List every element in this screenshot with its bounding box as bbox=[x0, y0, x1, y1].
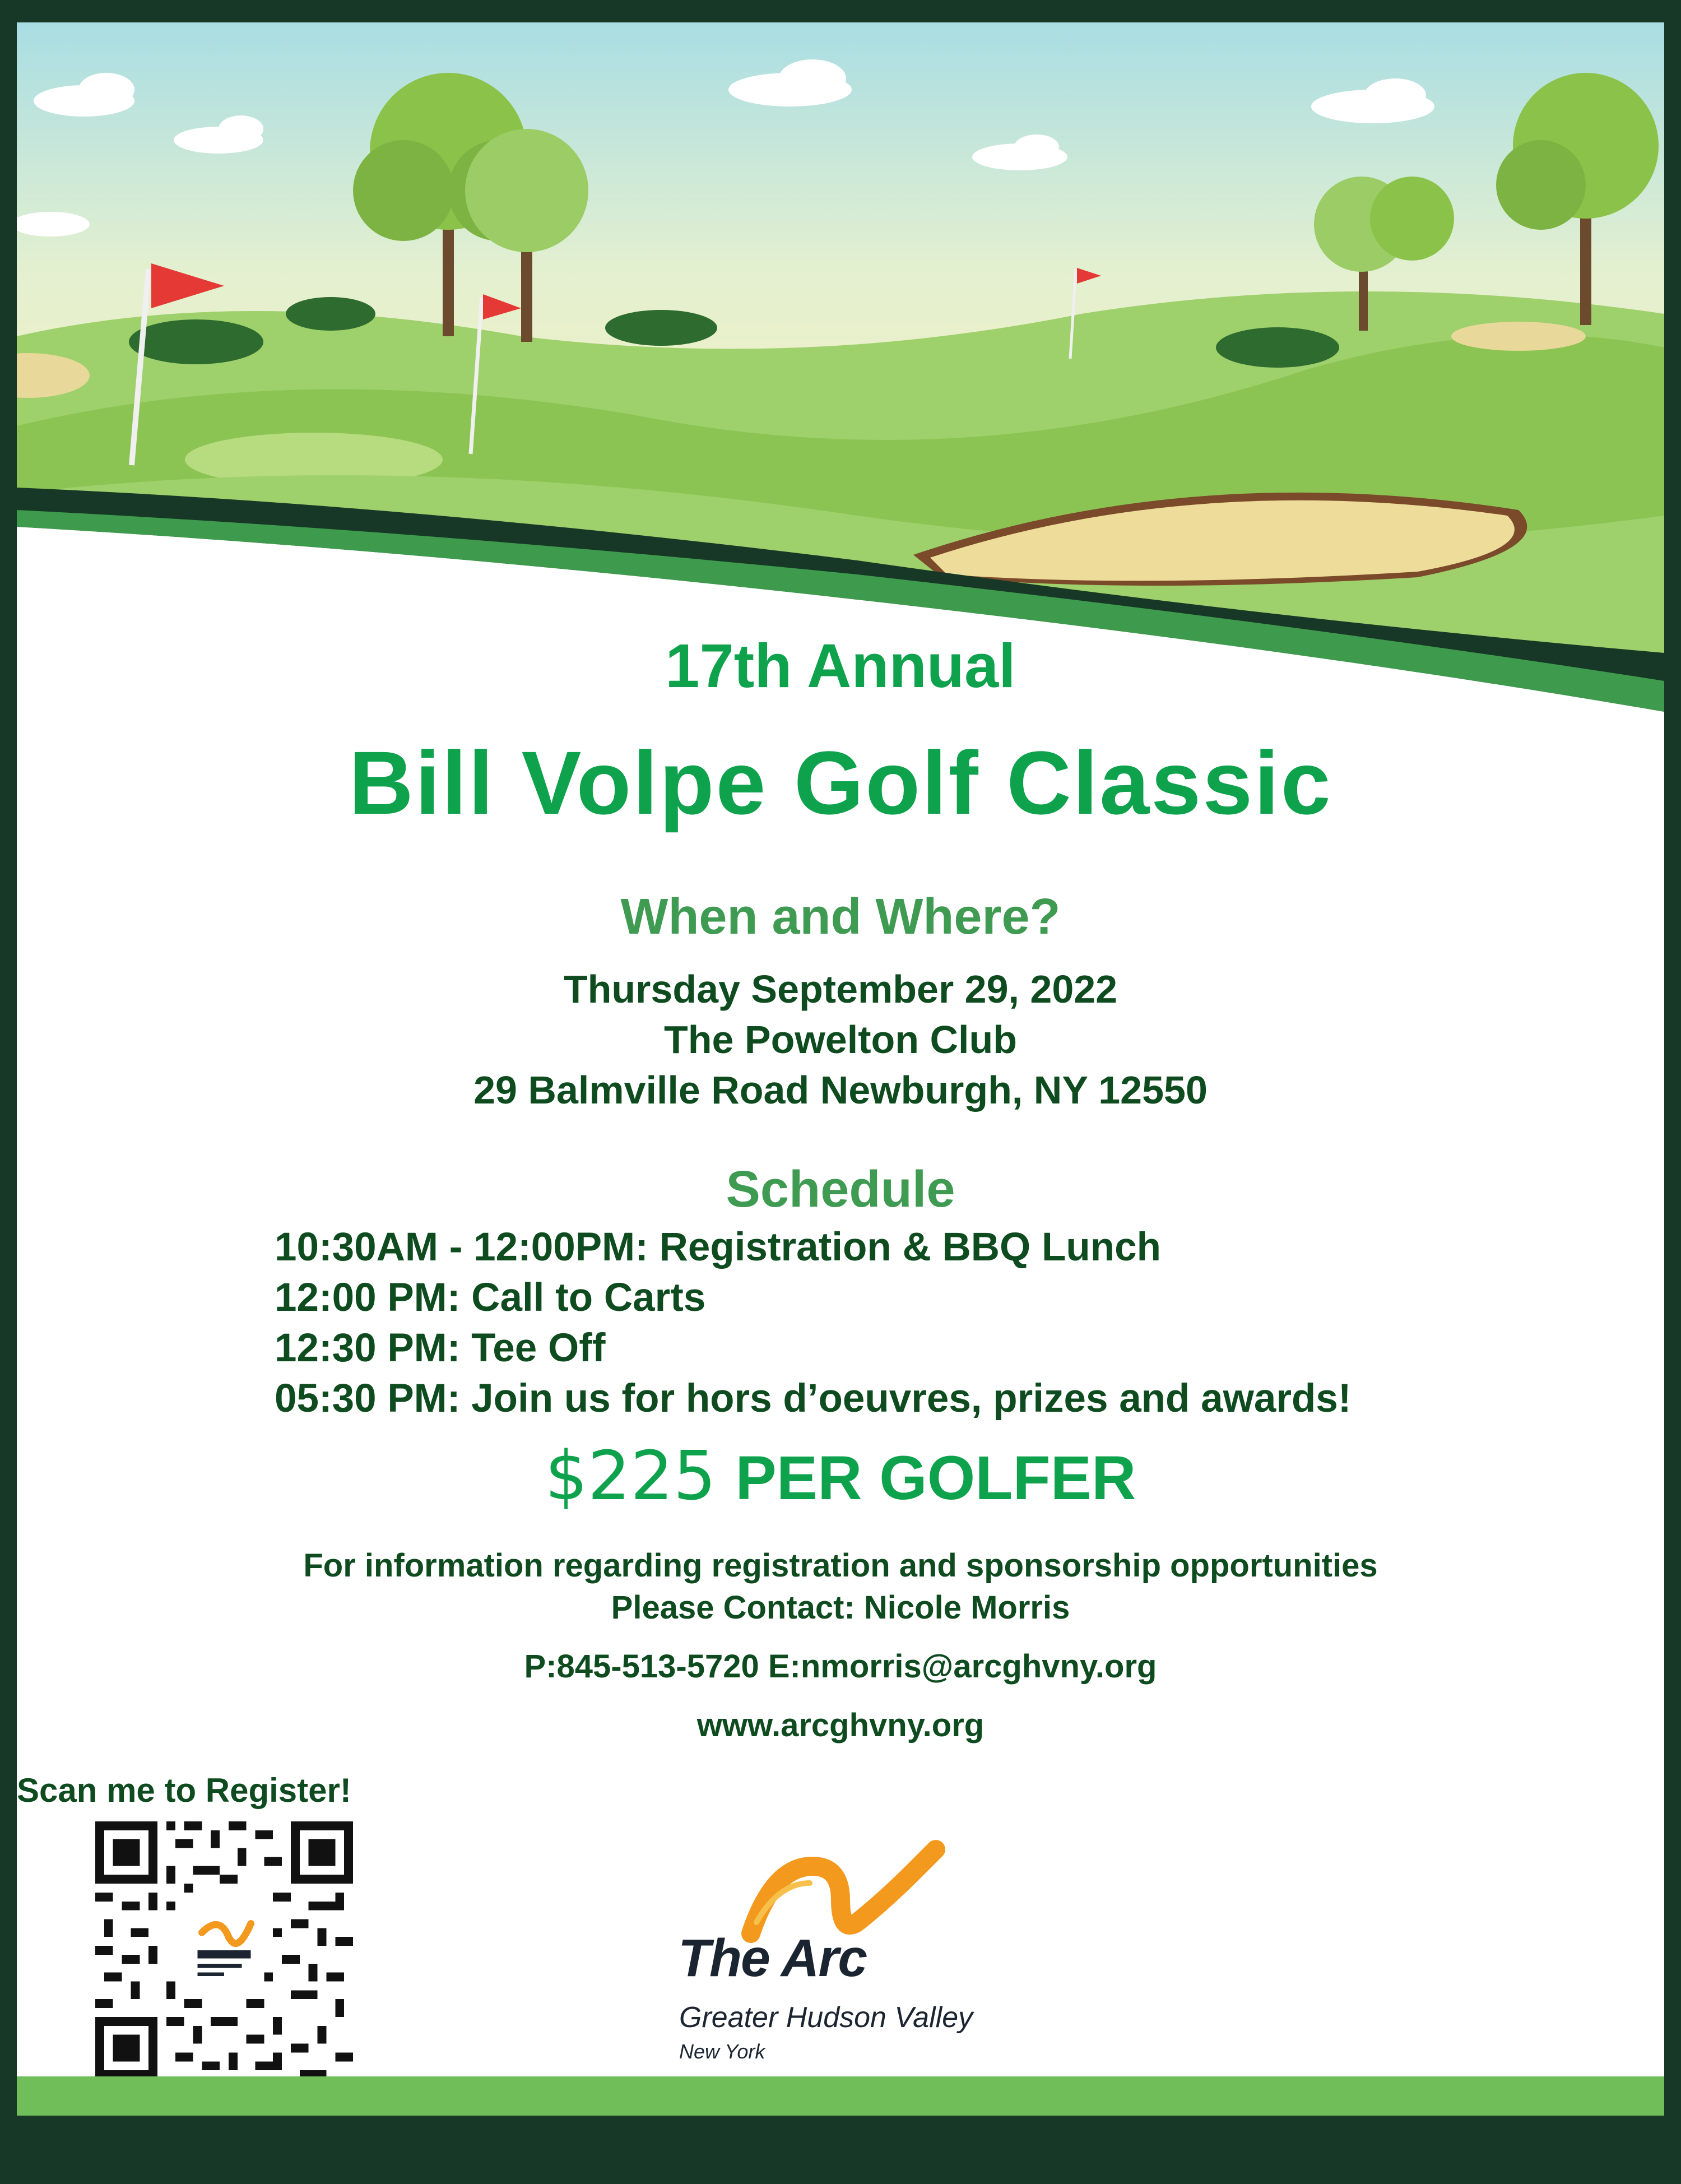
price-amount: $225 bbox=[545, 1438, 716, 1515]
arc-logo-name: The Arc bbox=[678, 1928, 867, 1988]
footer-band-dark bbox=[17, 2116, 1664, 2162]
website-link[interactable]: www.arcghvny.org bbox=[696, 1707, 985, 1744]
arc-logo-region: Greater Hudson Valley bbox=[679, 2001, 973, 2034]
event-title: Bill Volpe Golf Classic bbox=[349, 732, 1332, 833]
flyer-page bbox=[17, 22, 1664, 2162]
footer-band-light bbox=[17, 2076, 1664, 2116]
contact-person: Please Contact: Nicole Morris bbox=[611, 1589, 1070, 1626]
event-venue: The Powelton Club bbox=[664, 1018, 1017, 1061]
schedule-item: 12:30 PM: Tee Off bbox=[275, 1326, 606, 1370]
price-label: PER GOLFER bbox=[735, 1444, 1136, 1513]
scan-to-register-label: Scan me to Register! bbox=[17, 1772, 351, 1809]
event-date: Thursday September 29, 2022 bbox=[563, 967, 1118, 1011]
price-line bbox=[17, 1438, 1664, 1515]
contact-info-line: For information regarding registration and sponsorship opportunities bbox=[303, 1547, 1378, 1584]
schedule-heading: Schedule bbox=[726, 1161, 955, 1218]
contact-phone-email[interactable]: P:845-513-5720 E:nmorris@arcghvny.org bbox=[524, 1648, 1157, 1685]
qr-code[interactable] bbox=[95, 1821, 353, 2079]
schedule-item: 12:00 PM: Call to Carts bbox=[275, 1276, 706, 1320]
schedule-item: 10:30AM - 12:00PM: Registration & BBQ Lunch bbox=[275, 1225, 1161, 1269]
arc-logo-state: New York bbox=[679, 2040, 765, 2063]
event-annual-label: 17th Annual bbox=[665, 632, 1016, 701]
schedule-item: 05:30 PM: Join us for hors d’oeuvres, prizes and awards! bbox=[275, 1376, 1352, 1421]
when-where-heading: When and Where? bbox=[620, 889, 1061, 945]
event-address: 29 Balmville Road Newburgh, NY 12550 bbox=[473, 1068, 1208, 1112]
